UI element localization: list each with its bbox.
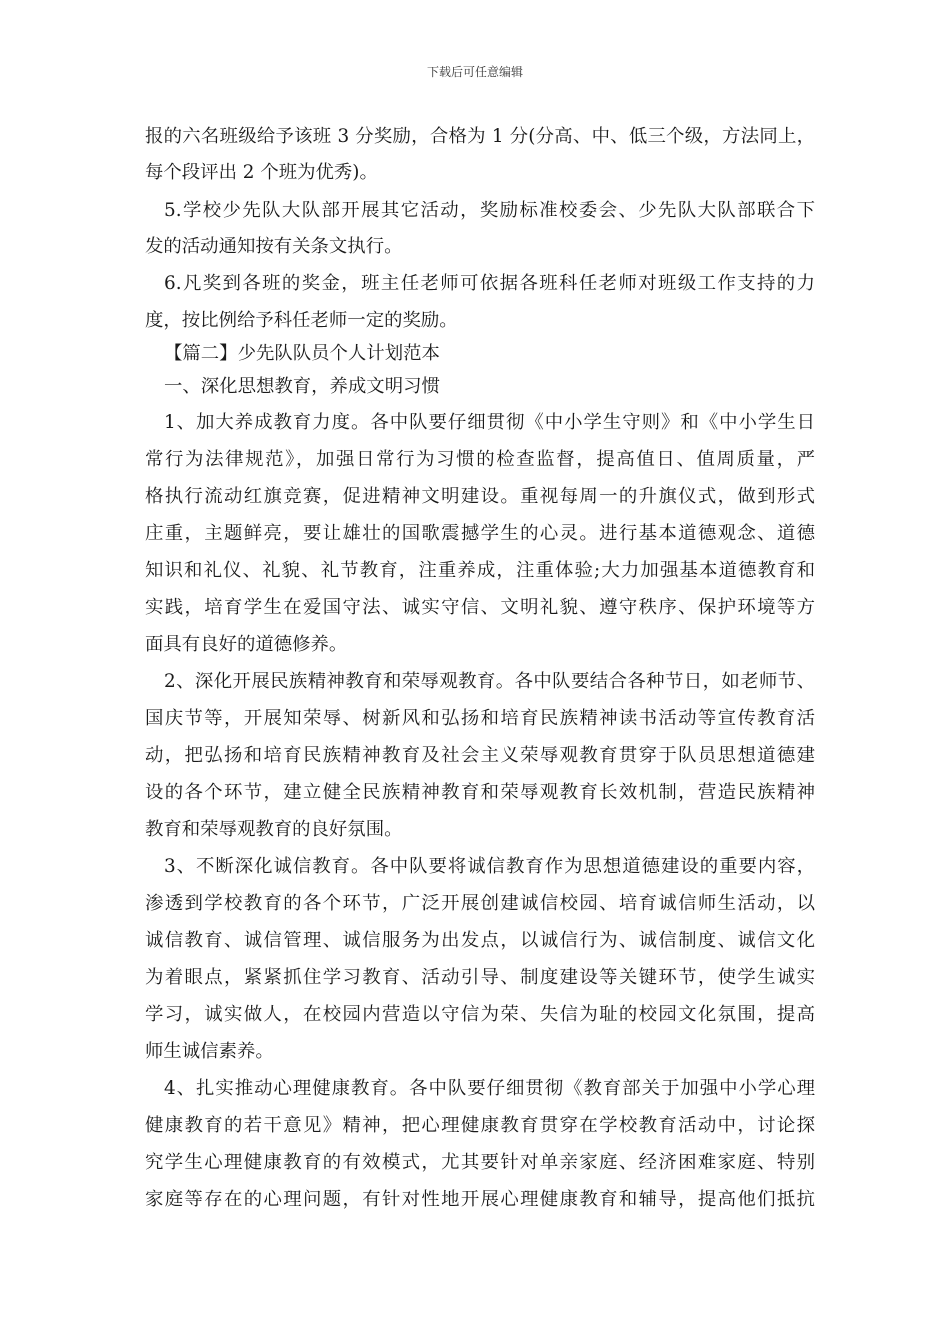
text-line: 6.凡奖到各班的奖金，班主任老师可依据各班科任老师对班级工作支持的力: [164, 273, 815, 294]
text-line: 渗透到学校教育的各个环节，广泛开展创建诚信校园、培育诚信师生活动，以: [145, 893, 815, 914]
text-line: 实践，培育学生在爱国守法、诚实守信、文明礼貌、遵守秩序、保护环境等方: [145, 597, 815, 618]
text-line: 报的六名班级给予该班 3 分奖励，合格为 1 分(分高、中、低三个级，方法同上，: [145, 126, 815, 147]
text-line: 知识和礼仪、礼貌、礼节教育，注重养成，注重体验;大力加强基本道德教育和: [145, 560, 815, 581]
text-line: 设的各个环节，建立健全民族精神教育和荣辱观教育长效机制，营造民族精神: [145, 782, 815, 803]
text-line: 3、不断深化诚信教育。各中队要将诚信教育作为思想道德建设的重要内容，: [164, 856, 815, 877]
text-line: 诚信教育、诚信管理、诚信服务为出发点，以诚信行为、诚信制度、诚信文化: [145, 930, 815, 951]
text-line: 庄重，主题鲜亮，要让雄壮的国歌震撼学生的心灵。进行基本道德观念、道德: [145, 523, 815, 544]
text-line: 究学生心理健康教育的有效模式，尤其要针对单亲家庭、经济困难家庭、特别: [145, 1152, 815, 1173]
text-line: 面具有良好的道德修养。: [145, 634, 348, 655]
text-line: 为着眼点，紧紧抓住学习教育、活动引导、制度建设等关键环节，使学生诚实: [145, 967, 815, 988]
text-line: 5.学校少先队大队部开展其它活动，奖励标准校委会、少先队大队部联合下: [164, 200, 815, 221]
text-line: 家庭等存在的心理问题，有针对性地开展心理健康教育和辅导，提高他们抵抗: [145, 1189, 815, 1210]
text-line: 1、加大养成教育力度。各中队要仔细贯彻《中小学生守则》和《中小学生日: [164, 412, 815, 433]
text-line: 健康教育的若干意见》精神，把心理健康教育贯穿在学校教育活动中，讨论探: [145, 1115, 815, 1136]
text-line: 国庆节等，开展知荣辱、树新风和弘扬和培育民族精神读书活动等宣传教育活: [145, 708, 815, 729]
text-line: 动，把弘扬和培育民族精神教育及社会主义荣辱观教育贯穿于队员思想道德建: [145, 745, 815, 766]
subsection-heading: 一、深化思想教育，养成文明习惯: [164, 376, 440, 397]
section-heading: 【篇二】少先队队员个人计划范本: [164, 343, 440, 364]
text-line: 格执行流动红旗竞赛，促进精神文明建设。重视每周一的升旗仪式，做到形式: [145, 486, 815, 507]
text-line: 学习，诚实做人，在校园内营造以守信为荣、失信为耻的校园文化氛围，提高: [145, 1004, 815, 1025]
text-line: 发的活动通知按有关条文执行。: [145, 236, 403, 257]
text-line: 常行为法律规范》，加强日常行为习惯的检查监督，提高值日、值周质量，严: [145, 449, 815, 470]
text-line: 2、深化开展民族精神教育和荣辱观教育。各中队要结合各种节日，如老师节、: [164, 671, 815, 692]
text-line: 每个段评出 2 个班为优秀)。: [145, 162, 378, 183]
text-line: 4、扎实推动心理健康教育。各中队要仔细贯彻《教育部关于加强中小学心理: [164, 1078, 815, 1099]
text-line: 度，按比例给予科任老师一定的奖励。: [145, 310, 458, 331]
text-line: 教育和荣辱观教育的良好氛围。: [145, 819, 403, 840]
text-line: 师生诚信素养。: [145, 1041, 274, 1062]
page-header: 下载后可任意编辑: [426, 65, 523, 79]
